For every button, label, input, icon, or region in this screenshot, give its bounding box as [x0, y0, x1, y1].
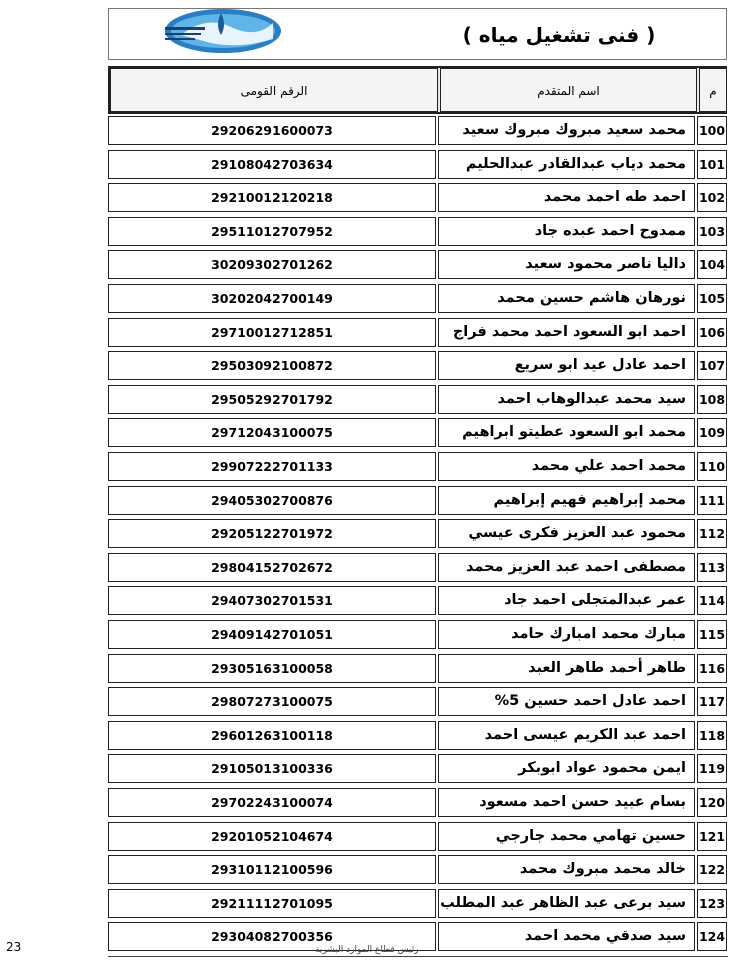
- national-id-cell: 29105013100336: [108, 754, 436, 783]
- row-number-cell: 124: [697, 922, 727, 951]
- applicant-name-cell: محمد ابو السعود عطيتو ابراهيم: [438, 418, 695, 447]
- title-box: [108, 8, 727, 60]
- applicant-name-cell: محمد احمد علي محمد: [438, 452, 695, 481]
- table-row: [108, 351, 727, 380]
- national-id-cell: 30202042700149: [108, 284, 436, 313]
- row-number-cell: 110: [697, 452, 727, 481]
- table-row: [108, 116, 727, 145]
- row-number-cell: 119: [697, 754, 727, 783]
- applicant-name-cell: داليا ناصر محمود سعيد: [438, 250, 695, 279]
- row-number-cell: 104: [697, 250, 727, 279]
- row-number-cell: 116: [697, 654, 727, 683]
- row-number-cell: 108: [697, 385, 727, 414]
- row-number-cell: 123: [697, 889, 727, 918]
- table-row: [108, 822, 727, 851]
- national-id-cell: 29305163100058: [108, 654, 436, 683]
- table-row: [108, 284, 727, 313]
- national-id-cell: 29409142701051: [108, 620, 436, 649]
- applicant-name-cell: احمد طه احمد محمد: [438, 183, 695, 212]
- table-row: [108, 687, 727, 716]
- row-number-cell: 105: [697, 284, 727, 313]
- applicant-name-cell: عمر عبدالمتجلى احمد جاد: [438, 586, 695, 615]
- row-number-cell: 113: [697, 553, 727, 582]
- applicant-name-cell: احمد عادل احمد حسين 5%: [438, 687, 695, 716]
- row-number-cell: 101: [697, 150, 727, 179]
- applicant-name-cell: مبارك محمد امبارك حامد: [438, 620, 695, 649]
- national-id-cell: 29712043100075: [108, 418, 436, 447]
- national-id-cell: 29407302701531: [108, 586, 436, 615]
- applicant-name-cell: مصطفى احمد عبد العزيز محمد: [438, 553, 695, 582]
- table-row: [108, 721, 727, 750]
- national-id-cell: 29210012120218: [108, 183, 436, 212]
- header-number: م: [699, 68, 727, 112]
- table-row: [108, 889, 727, 918]
- table-row: [108, 486, 727, 515]
- applicant-name-cell: طاهر أحمد طاهر العبد: [438, 654, 695, 683]
- header-national-id: الرقم القومى: [110, 68, 438, 112]
- applicant-name-cell: محمد إبراهيم فهيم إبراهيم: [438, 486, 695, 515]
- national-id-cell: 29201052104674: [108, 822, 436, 851]
- table-row: [108, 788, 727, 817]
- national-id-cell: 29807273100075: [108, 687, 436, 716]
- table-row: [108, 855, 727, 884]
- national-id-cell: 29304082700356: [108, 922, 436, 951]
- table-row: [108, 519, 727, 548]
- row-number-cell: 107: [697, 351, 727, 380]
- applicant-name-cell: حسين تهامي محمد جارجي: [438, 822, 695, 851]
- applicant-name-cell: احمد عبد الكريم عيسى احمد: [438, 721, 695, 750]
- row-number-cell: 117: [697, 687, 727, 716]
- footer-divider: [108, 956, 728, 957]
- applicant-name-cell: سيد صدقي محمد احمد: [438, 922, 695, 951]
- row-number-cell: 120: [697, 788, 727, 817]
- table-row: [108, 654, 727, 683]
- applicant-name-cell: محمود عبد العزيز فكرى عيسي: [438, 519, 695, 548]
- header-name: اسم المتقدم: [440, 68, 697, 112]
- page-number: 23: [6, 940, 22, 954]
- national-id-cell: 29405302700876: [108, 486, 436, 515]
- applicant-name-cell: خالد محمد مبروك محمد: [438, 855, 695, 884]
- national-id-cell: 29804152702672: [108, 553, 436, 582]
- row-number-cell: 102: [697, 183, 727, 212]
- table-row: [108, 754, 727, 783]
- table-row: [108, 183, 727, 212]
- national-id-cell: 29108042703634: [108, 150, 436, 179]
- national-id-cell: 29710012712851: [108, 318, 436, 347]
- row-number-cell: 115: [697, 620, 727, 649]
- table-row: [108, 217, 727, 246]
- row-number-cell: 106: [697, 318, 727, 347]
- page-title: ( فنى تشغيل مياه ): [462, 23, 656, 47]
- row-number-cell: 122: [697, 855, 727, 884]
- row-number-cell: 121: [697, 822, 727, 851]
- national-id-cell: 29505292701792: [108, 385, 436, 414]
- applicant-name-cell: محمد دياب عبدالقادر عبدالحليم: [438, 150, 695, 179]
- table-row: [108, 553, 727, 582]
- national-id-cell: 29206291600073: [108, 116, 436, 145]
- applicant-name-cell: محمد سعيد مبروك مبروك سعيد: [438, 116, 695, 145]
- table-row: [108, 418, 727, 447]
- applicant-name-cell: سيد محمد عبدالوهاب احمد: [438, 385, 695, 414]
- applicant-name-cell: ممدوح احمد عبده جاد: [438, 217, 695, 246]
- row-number-cell: 100: [697, 116, 727, 145]
- national-id-cell: 30209302701262: [108, 250, 436, 279]
- table-row: [108, 385, 727, 414]
- national-id-cell: 29511012707952: [108, 217, 436, 246]
- row-number-cell: 112: [697, 519, 727, 548]
- applicant-name-cell: سيد برعى عبد الظاهر عبد المطلب: [438, 889, 695, 918]
- table-row: [108, 452, 727, 481]
- applicant-name-cell: ايمن محمود عواد ابوبكر: [438, 754, 695, 783]
- national-id-cell: 29310112100596: [108, 855, 436, 884]
- row-number-cell: 109: [697, 418, 727, 447]
- national-id-cell: 29205122701972: [108, 519, 436, 548]
- table-row: [108, 620, 727, 649]
- organization-logo-icon: [161, 5, 285, 55]
- national-id-cell: 29211112701095: [108, 889, 436, 918]
- table-row: [108, 586, 727, 615]
- national-id-cell: 29907222701133: [108, 452, 436, 481]
- table-row: [108, 250, 727, 279]
- row-number-cell: 111: [697, 486, 727, 515]
- table-row: [108, 150, 727, 179]
- row-number-cell: 103: [697, 217, 727, 246]
- national-id-cell: 29702243100074: [108, 788, 436, 817]
- national-id-cell: 29601263100118: [108, 721, 436, 750]
- row-number-cell: 118: [697, 721, 727, 750]
- applicant-name-cell: نورهان هاشم حسين محمد: [438, 284, 695, 313]
- table-header: [108, 66, 727, 114]
- applicant-name-cell: بسام عبيد حسن احمد مسعود: [438, 788, 695, 817]
- row-number-cell: 114: [697, 586, 727, 615]
- table-row: [108, 318, 727, 347]
- applicant-name-cell: احمد عادل عيد ابو سريع: [438, 351, 695, 380]
- applicant-name-cell: احمد ابو السعود احمد محمد فراج: [438, 318, 695, 347]
- national-id-cell: 29503092100872: [108, 351, 436, 380]
- footer-signature: رئيس قطاع الموارد البشرية: [315, 945, 419, 955]
